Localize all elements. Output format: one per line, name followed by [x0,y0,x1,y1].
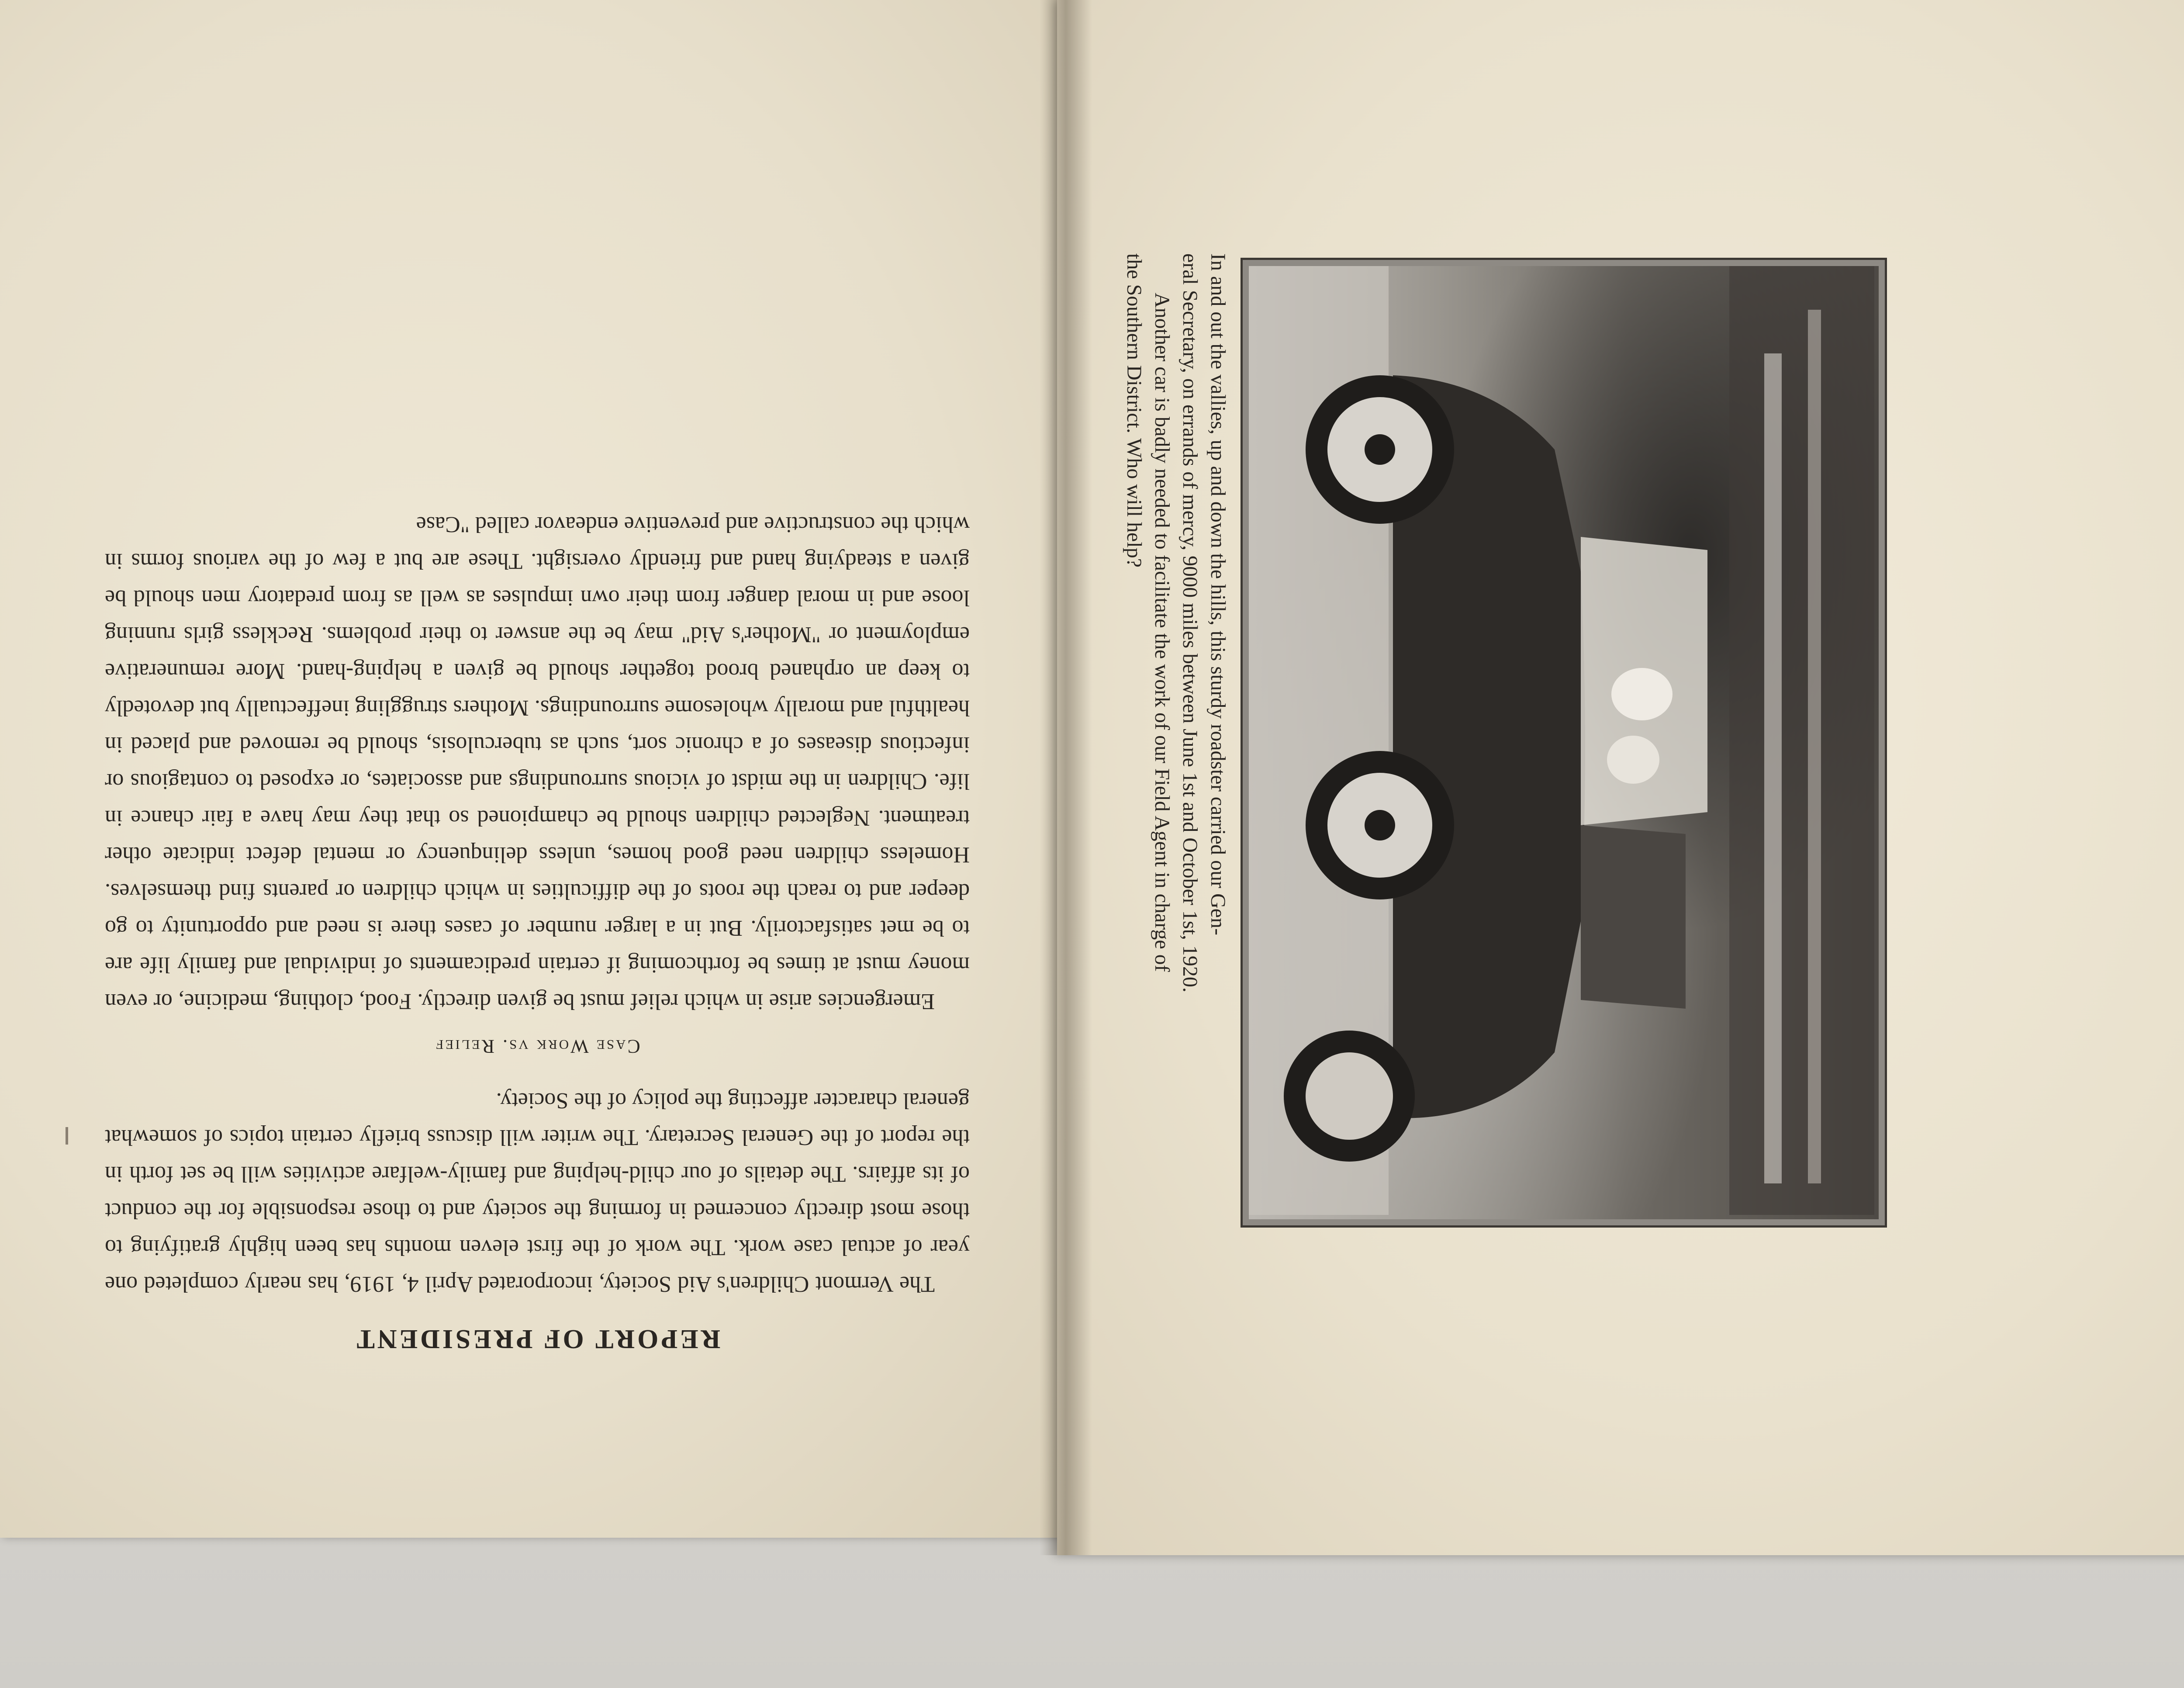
book-gutter [1040,0,1092,1555]
caption-line: Another car is badly needed to facilitate the work of our Field Agent in charge of [1151,293,1174,972]
caption-line: the Southern District. Who will help? [1123,253,1146,567]
section-heading: Case Work vs. Relief [434,1036,640,1057]
page-title: REPORT OF PRESIDENT [354,1324,721,1354]
report-paragraph-2: Emergencies arise in which relief must be given directly. Food, clothing, medicine, or even money must at times be forthcoming if certain predicaments of individual and family life are to be met satisfactorily. But in a larger number of cases there is need and opportunity to go deeper and to reach the roots of the difficulties in which children or parents find themselves. Homeless children need good homes, unless delinquency or mental defect indicate other treatment. Neglected children should be championed so that they may have a fair chance in life. Children in the midst of vicious surroundings and associates, or exposed to contagious or infectious diseases of a chronic sort, such as tuberculosis, should be removed and placed in healthful and morally wholesome surroundings. Mothers struggling ineffectually but devotedly to keep an orphaned brood together should be given a helping-hand. More remunerative employment or "Mother's Aid" may be the answer to their problems. Reckless girls running loose and in moral danger from their own impulses as well as from predatory men should be given a steadying hand and friendly oversight. These are but a few of the various forms in which the constructive and preventive endeavor called "Case [105,512,970,1014]
roadster-photograph [1241,258,1887,1228]
pencil-mark [66,1127,68,1145]
photo-image [1249,266,1879,1219]
caption-rotated [1118,253,1232,1223]
car-photo-icon [1249,266,1874,1215]
photo-caption [1118,253,1232,1223]
report-paragraph-1: The Vermont Children's Aid Society, incorporated April 4, 1919, has nearly completed one year of actual case work. The work of the first eleven months has been highly gratifying to those most directly concerned in forming the society and to those responsible for the conduct of its affairs. The details of our child-helping and family-welfare activities will be set forth in the report of the General Secretary. The writer will discuss briefly certain topics of somewhat general character affecting the policy of the Society. [105,1088,970,1297]
caption-line: In and out the vallies, up and down the hills, this sturdy roadster carried our Gen- [1206,253,1230,935]
left-page [0,0,1075,1538]
left-page-text-upside-down [105,131,970,1354]
caption-line: eral Secretary, on errands of mercy, 9000 miles between June 1st and October 1st, 1920. [1178,253,1202,993]
